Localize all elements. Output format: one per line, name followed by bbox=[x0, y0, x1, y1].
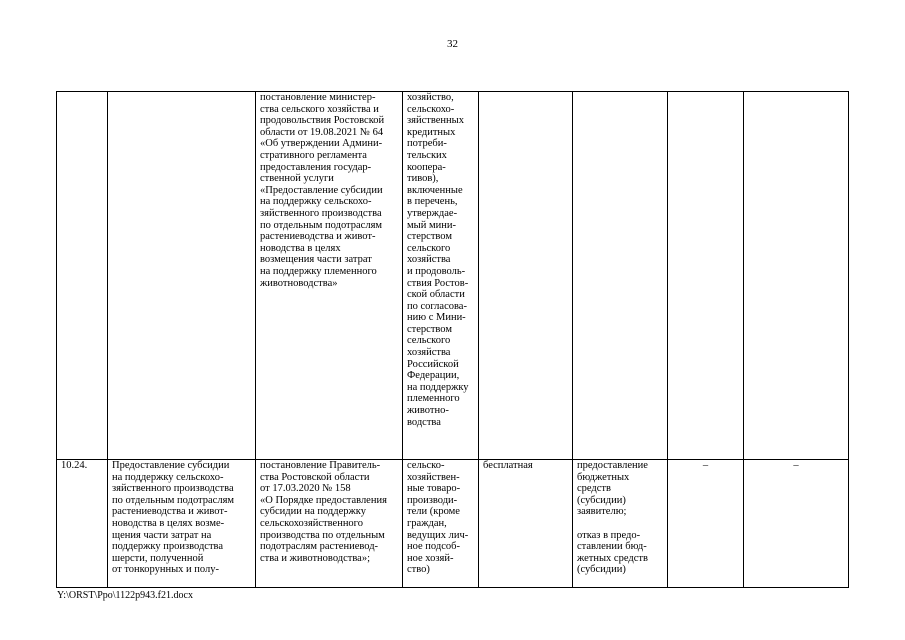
cell-applicants: сельско- хозяйствен- ные товаро- производи- тели (кроме граждан, ведущих лич- ное подсоб- ное хозяй- ство) bbox=[403, 460, 479, 588]
table-row bbox=[57, 460, 849, 588]
cell-payment bbox=[479, 92, 573, 460]
cell-number: 10.24. bbox=[57, 460, 108, 588]
footer-file-path: Y:\ORST\Ppo\1122p943.f21.docx bbox=[57, 590, 193, 601]
cell-result bbox=[573, 92, 668, 460]
cell-col7: – bbox=[668, 460, 744, 588]
cell-applicants: хозяйство, сельскохо- зяйственных кредитных потреби- тельских коопера- тивов), включенные в перечень, утверждае- мый мини- стерством сельского хозяйства и продоволь- ствия Ростов- ской области по согласова- нию с Мини- стерством сельского хозяйства Российской Федерации, на поддержку племенного животно- водства bbox=[403, 92, 479, 460]
cell-service-name: Предоставление субсидии на поддержку сельскохо- зяйственного производства по отдельным подотраслям растениеводства и живот- новодства в целях возме- щения части затрат на поддержку производства шерсти, полученной от тонкорунных и полу- bbox=[108, 460, 256, 588]
cell-payment: бесплатная bbox=[479, 460, 573, 588]
cell-result: предоставление бюджетных средств (субсидии) заявителю; отказ в предо- ставлении бюд- жетных средств (субсидии) bbox=[573, 460, 668, 588]
cell-service-name bbox=[108, 92, 256, 460]
cell-col7 bbox=[668, 92, 744, 460]
cell-legal-basis: постановление министер- ства сельского хозяйства и продовольствия Ростовской области от 19.08.2021 № 64 «Об утверждении Админи- стративного регламента предоставления государ- ственной услуги «Предоставление субсидии на поддержку сельскохо- зяйственного производства по отдельным подотраслям растениеводства и живот- новодства в целях возмещения части затрат на поддержку племенного животноводства» bbox=[256, 92, 403, 460]
cell-col8: – bbox=[744, 460, 849, 588]
table-row bbox=[57, 92, 849, 460]
services-table bbox=[56, 91, 849, 588]
cell-number bbox=[57, 92, 108, 460]
cell-col8 bbox=[744, 92, 849, 460]
cell-legal-basis: постановление Правитель- ства Ростовской области от 17.03.2020 № 158 «О Порядке предоставления субсидии на поддержку сельскохозяйственного производства по отдельным подотраслям растениевод- ства и животноводства»; bbox=[256, 460, 403, 588]
page-number: 32 bbox=[447, 38, 458, 50]
